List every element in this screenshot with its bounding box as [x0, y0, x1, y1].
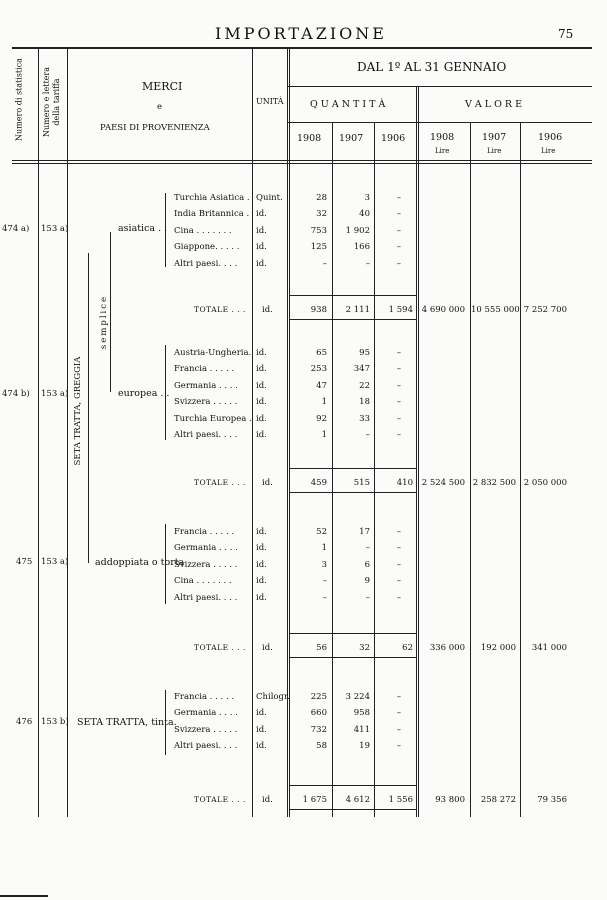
- row-q1907: 958: [353, 708, 370, 719]
- total-q1908: 938: [310, 305, 327, 315]
- row-unit: id.: [256, 430, 267, 440]
- tariff-474b: 153 a): [41, 389, 69, 399]
- row-q1907: 40: [359, 209, 370, 220]
- total-v1908: 2 524 500: [421, 478, 465, 488]
- header-v-1907: 1907: [482, 132, 507, 143]
- col-line-8: [416, 86, 417, 817]
- row-country: Francia . . . . .: [174, 527, 235, 537]
- row-country: Giappone. . . . .: [174, 242, 240, 253]
- row-country: India Britannica .: [174, 209, 250, 220]
- total-rule: [375, 468, 416, 469]
- header-unita: UNITÀ: [256, 97, 284, 106]
- row-q1907: 9: [364, 576, 370, 587]
- total-rule: [333, 657, 374, 658]
- row-q1907: 17: [359, 527, 370, 537]
- row-unit: id.: [256, 708, 267, 719]
- row-q1906: –: [396, 193, 401, 203]
- row-unit: id.: [256, 741, 267, 752]
- header-col-tariff: [42, 52, 62, 152]
- total-rule: [375, 809, 416, 810]
- row-unit: Quint.: [256, 193, 283, 203]
- page-title: IMPORTAZIONE: [215, 24, 387, 43]
- row-q1907: –: [365, 430, 370, 440]
- total-v1907: 2 832 500: [472, 478, 516, 488]
- header-lire-1906: Lire: [541, 147, 556, 155]
- row-q1908: 225: [310, 692, 327, 702]
- total-rule: [290, 809, 332, 810]
- tariff-474a: 153 a): [41, 224, 69, 234]
- row-q1908: –: [322, 258, 327, 269]
- row-q1906: –: [396, 592, 401, 603]
- row-country: Altri paesi. . . .: [174, 258, 238, 269]
- row-q1907: 3 224: [345, 692, 370, 702]
- row-q1907: 347: [353, 364, 370, 375]
- row-q1906: –: [396, 559, 401, 570]
- col-line-1: [38, 47, 39, 817]
- row-unit: Chilogr.: [256, 692, 290, 702]
- total-rule: [290, 468, 332, 469]
- row-q1908: 1: [321, 397, 327, 408]
- row-q1908: 28: [316, 193, 327, 203]
- header-q-1908: 1908: [297, 133, 322, 144]
- total-rule: [333, 492, 374, 493]
- col-line-11: [520, 122, 521, 817]
- total-q1908: 1 675: [302, 795, 327, 805]
- row-q1907: 1 902: [345, 225, 370, 236]
- tariff-476: 153 b): [41, 717, 69, 727]
- total-rule: [290, 295, 332, 296]
- stat-475: 475: [16, 557, 33, 567]
- row-country: Turchia Asiatica .: [174, 193, 250, 203]
- total-rule: [375, 295, 416, 296]
- header-e: e: [157, 102, 163, 112]
- row-q1908: 253: [310, 364, 327, 375]
- row-unit: id.: [256, 209, 267, 220]
- col-line-10: [470, 122, 471, 817]
- label-seta-greggia: SETA TRATTA, GREGGIA: [73, 356, 83, 466]
- row-q1906: –: [396, 430, 401, 440]
- row-unit: id.: [256, 413, 267, 424]
- total-label: TOTALE . . .: [194, 795, 246, 804]
- total-q1906: 410: [396, 478, 413, 488]
- total-rule: [333, 633, 374, 634]
- row-unit: id.: [256, 258, 267, 269]
- row-q1906: –: [396, 543, 401, 554]
- header-lire-1907: Lire: [487, 147, 502, 155]
- row-q1908: 32: [316, 209, 327, 220]
- total-rule: [375, 492, 416, 493]
- header-period: DAL 1º AL 31 GENNAIO: [357, 60, 507, 74]
- row-unit: id.: [256, 242, 267, 253]
- brace-europea: [165, 345, 166, 440]
- total-q1907: 32: [359, 643, 370, 653]
- col-line-2: [67, 47, 68, 817]
- total-rule: [333, 295, 374, 296]
- row-q1908: 92: [316, 413, 327, 424]
- row-country: Altri paesi. . . .: [174, 592, 238, 603]
- row-q1907: 19: [359, 741, 370, 752]
- brace-tinta: [165, 690, 166, 755]
- total-q1908: 56: [316, 643, 327, 653]
- label-addoppiata: addoppiata o torta: [95, 557, 185, 568]
- row-q1907: 95: [359, 348, 370, 358]
- total-rule: [290, 657, 332, 658]
- row-unit: id.: [256, 527, 267, 537]
- label-asiatica: asiatica . .: [118, 223, 168, 234]
- total-rule: [290, 785, 332, 786]
- header-q-1906: 1906: [381, 133, 406, 144]
- page-number: 75: [558, 27, 574, 41]
- header-merci: MERCI: [142, 80, 183, 93]
- row-unit: id.: [256, 559, 267, 570]
- total-unit: id.: [262, 305, 273, 315]
- brace-asiatica: [165, 193, 166, 267]
- total-label: TOTALE . . .: [194, 305, 246, 314]
- row-unit: id.: [256, 397, 267, 408]
- tariff-475: 153 a): [41, 557, 69, 567]
- row-q1908: 65: [316, 348, 327, 358]
- total-rule: [375, 657, 416, 658]
- total-rule: [290, 633, 332, 634]
- row-q1907: –: [365, 258, 370, 269]
- row-q1908: 732: [310, 724, 327, 735]
- label-europea: europea . .: [118, 388, 170, 399]
- row-country: Turchia Europea .: [174, 413, 252, 424]
- total-unit: id.: [262, 478, 273, 488]
- qv-header-rule: [288, 86, 592, 87]
- row-q1908: 660: [310, 708, 327, 719]
- header-paesi: PAESI DI PROVENIENZA: [100, 123, 210, 133]
- row-q1908: 125: [310, 242, 327, 253]
- total-rule: [290, 492, 332, 493]
- col-line-3: [252, 47, 253, 817]
- row-q1908: –: [322, 592, 327, 603]
- row-q1906: –: [396, 527, 401, 537]
- row-q1908: –: [322, 576, 327, 587]
- row-q1906: –: [396, 692, 401, 702]
- header-valore: V A L O R E: [465, 99, 523, 110]
- row-unit: id.: [256, 724, 267, 735]
- total-q1906: 62: [402, 643, 413, 653]
- stat-474a: 474 a): [2, 224, 30, 234]
- total-rule: [333, 809, 374, 810]
- label-tinta: SETA TRATTA, tinta.: [77, 717, 177, 728]
- total-v1908: 93 800: [435, 795, 465, 805]
- total-q1908: 459: [310, 478, 327, 488]
- row-unit: id.: [256, 380, 267, 391]
- row-country: Svizzera . . . . .: [174, 724, 238, 735]
- brace-seta-greggia: [88, 253, 89, 563]
- row-q1908: 1: [321, 543, 327, 554]
- total-v1908: 336 000: [429, 643, 465, 653]
- row-q1908: 47: [316, 380, 327, 391]
- total-v1906: 341 000: [531, 643, 567, 653]
- total-q1906: 1 594: [388, 305, 413, 315]
- row-q1906: –: [396, 413, 401, 424]
- header-bottom-rule: [12, 160, 592, 161]
- total-label: TOTALE . . .: [194, 478, 246, 487]
- row-q1908: 3: [321, 559, 327, 570]
- total-v1906: 7 252 700: [523, 305, 567, 315]
- total-rule: [375, 319, 416, 320]
- row-unit: id.: [256, 348, 267, 358]
- row-q1908: 1: [321, 430, 327, 440]
- row-country: Cina . . . . . . .: [174, 576, 232, 587]
- total-rule: [333, 468, 374, 469]
- total-unit: id.: [262, 795, 273, 805]
- row-country: Svizzera . . . . .: [174, 559, 238, 570]
- total-v1907: 258 272: [480, 795, 516, 805]
- row-q1908: 58: [316, 741, 327, 752]
- row-q1906: –: [396, 258, 401, 269]
- header-bottom-rule-2: [12, 163, 592, 164]
- label-semplice: semplice: [99, 294, 109, 350]
- row-q1906: –: [396, 576, 401, 587]
- row-q1907: 166: [353, 242, 370, 253]
- header-v-1908: 1908: [430, 132, 455, 143]
- row-q1907: 411: [353, 724, 370, 735]
- stat-474b: 474 b): [2, 389, 30, 399]
- row-country: Altri paesi. . . .: [174, 741, 238, 752]
- total-rule: [333, 785, 374, 786]
- row-q1906: –: [396, 225, 401, 236]
- row-country: Francia . . . . .: [174, 364, 235, 375]
- col-line-9: [418, 86, 419, 817]
- total-v1907: 192 000: [480, 643, 516, 653]
- row-unit: id.: [256, 576, 267, 587]
- page-bottom-rule: [0, 895, 48, 897]
- years-header-rule: [288, 122, 592, 123]
- brace-addoppiata: [165, 524, 166, 604]
- row-q1907: –: [365, 543, 370, 554]
- row-unit: id.: [256, 364, 267, 375]
- total-v1908: 4 690 000: [421, 305, 465, 315]
- row-country: Svizzera . . . . .: [174, 397, 238, 408]
- row-q1907: 3: [364, 193, 370, 203]
- row-unit: id.: [256, 543, 267, 554]
- row-q1906: –: [396, 724, 401, 735]
- row-q1906: –: [396, 397, 401, 408]
- header-col-tariff-text: Numero e lettera della tariffa: [42, 67, 61, 137]
- total-q1906: 1 556: [388, 795, 413, 805]
- row-country: Germania . . . .: [174, 380, 238, 391]
- row-q1906: –: [396, 380, 401, 391]
- total-unit: id.: [262, 643, 273, 653]
- row-q1906: –: [396, 209, 401, 220]
- header-col-stat: Numero di statistica: [14, 58, 24, 141]
- row-q1906: –: [396, 364, 401, 375]
- row-q1908: 753: [310, 225, 327, 236]
- row-country: Austria-Ungheria.: [174, 348, 252, 358]
- header-quantita: Q U A N T I T À: [310, 99, 386, 110]
- total-q1907: 515: [353, 478, 370, 488]
- total-v1907: 10 555 000: [471, 305, 520, 315]
- row-q1906: –: [396, 741, 401, 752]
- row-q1907: 22: [359, 380, 370, 391]
- total-rule: [375, 785, 416, 786]
- row-country: Francia . . . . .: [174, 692, 235, 702]
- total-v1906: 2 050 000: [523, 478, 567, 488]
- header-lire-1908: Lire: [435, 147, 450, 155]
- total-q1907: 2 111: [345, 305, 370, 315]
- total-rule: [290, 319, 332, 320]
- total-rule: [333, 319, 374, 320]
- row-q1907: 6: [364, 559, 370, 570]
- row-q1907: –: [365, 592, 370, 603]
- row-q1908: 52: [316, 527, 327, 537]
- row-q1907: 33: [359, 413, 370, 424]
- row-country: Cina . . . . . . .: [174, 225, 232, 236]
- total-v1906: 79 356: [537, 795, 567, 805]
- row-unit: id.: [256, 225, 267, 236]
- brace-semplice: [110, 232, 111, 392]
- row-unit: id.: [256, 592, 267, 603]
- total-rule: [375, 633, 416, 634]
- header-q-1907: 1907: [339, 133, 364, 144]
- row-q1907: 18: [359, 397, 370, 408]
- stat-476: 476: [16, 717, 33, 727]
- row-q1906: –: [396, 242, 401, 253]
- row-country: Germania . . . .: [174, 708, 238, 719]
- row-country: Germania . . . .: [174, 543, 238, 554]
- total-label: TOTALE . . .: [194, 643, 246, 652]
- header-v-1906: 1906: [538, 132, 563, 143]
- row-q1906: –: [396, 708, 401, 719]
- row-country: Altri paesi. . . .: [174, 430, 238, 440]
- table-top-rule: [12, 47, 592, 49]
- row-q1906: –: [396, 348, 401, 358]
- total-q1907: 4 612: [345, 795, 370, 805]
